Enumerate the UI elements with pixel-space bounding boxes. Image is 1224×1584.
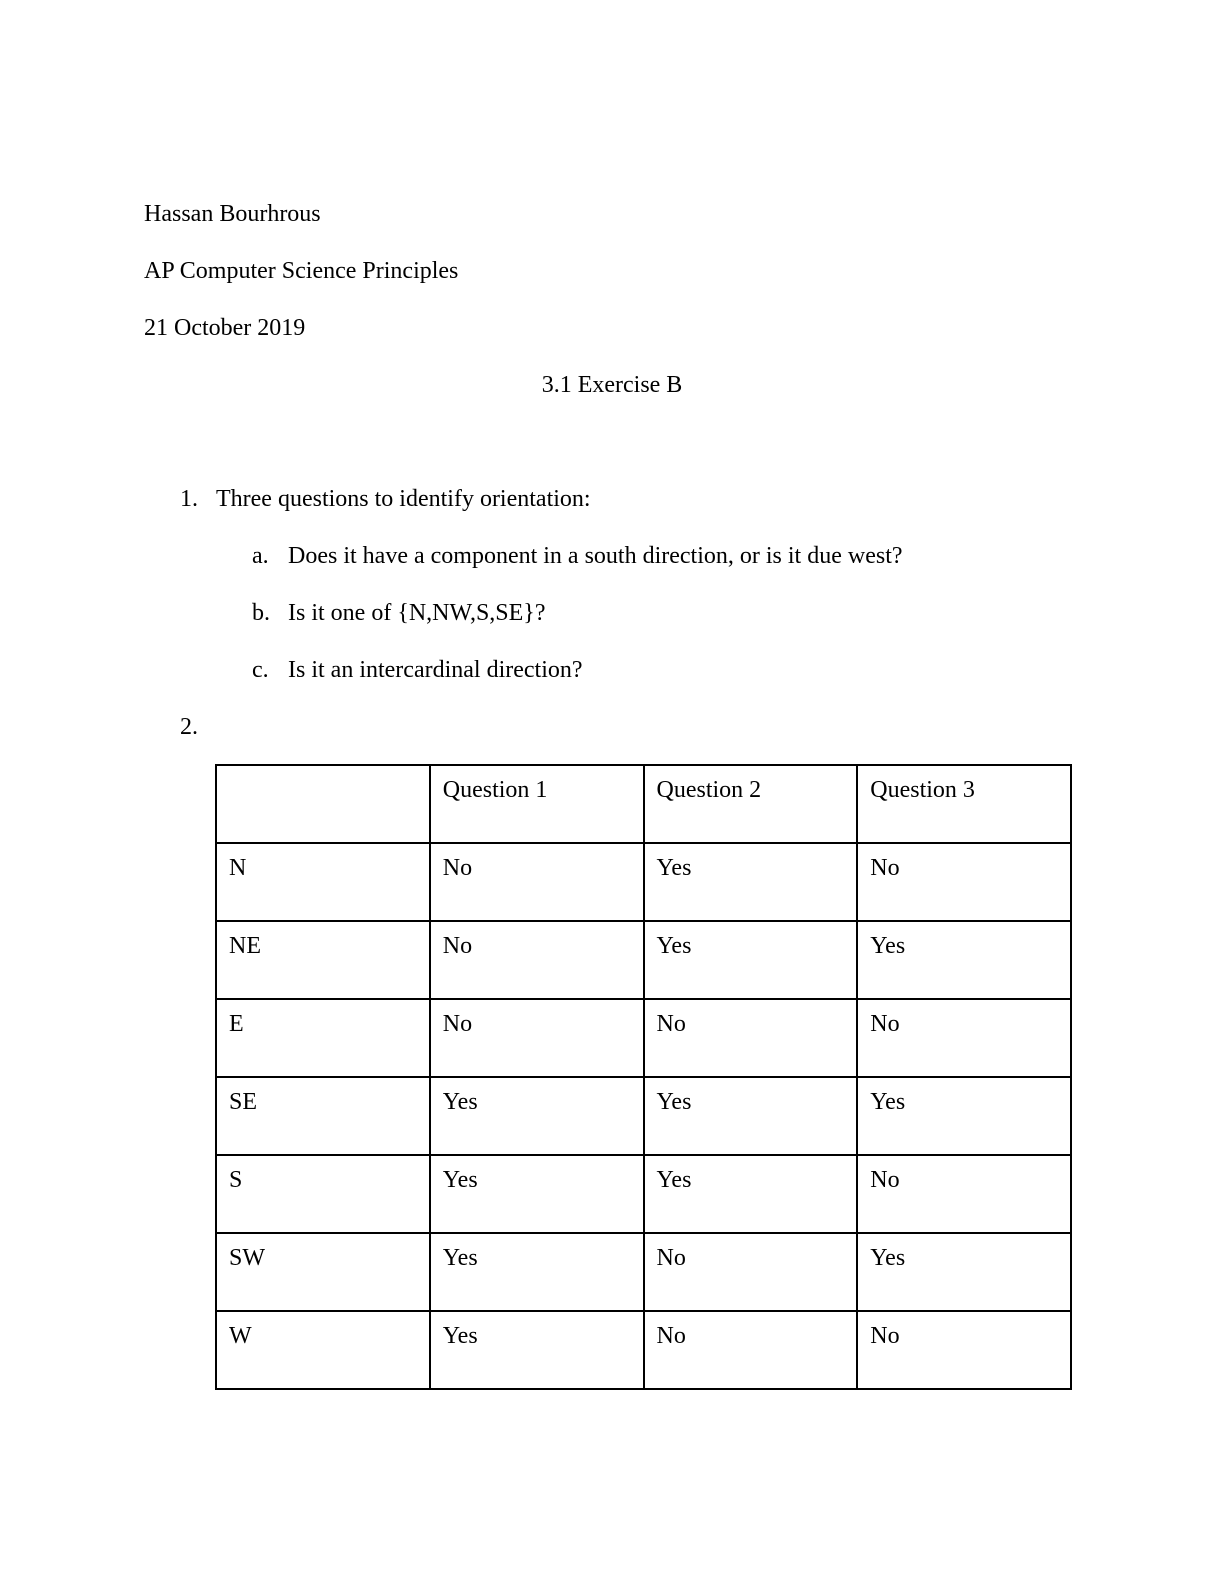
table-cell: No [644, 999, 858, 1077]
table-cell: Yes [430, 1077, 644, 1155]
sub-item-b-letter: b. [252, 600, 270, 626]
sub-item-a [144, 528, 1080, 585]
blank-line [144, 414, 1080, 471]
table-cell: No [857, 1311, 1071, 1389]
sub-item-b-text: Is it one of {N,NW,S,SE}? [288, 600, 546, 626]
table-header-cell-q2: Question 2 [644, 765, 858, 843]
sub-item-c-text: Is it an intercardinal direction? [288, 657, 583, 683]
document-title: 3.1 Exercise B [541, 372, 683, 398]
date-line: 21 October 2019 [144, 315, 306, 341]
table-cell: Yes [644, 1077, 858, 1155]
direction-cell: S [216, 1155, 430, 1233]
table-row [216, 1077, 1071, 1155]
sub-item-b [144, 585, 1080, 642]
table-cell: No [857, 999, 1071, 1077]
table-cell: Yes [430, 1233, 644, 1311]
table-row [216, 1233, 1071, 1311]
table-cell: No [644, 1311, 858, 1389]
direction-cell: NE [216, 921, 430, 999]
table-cell: Yes [644, 843, 858, 921]
table-header-row [216, 765, 1071, 843]
table-cell: No [644, 1233, 858, 1311]
table-cell: Yes [644, 921, 858, 999]
table-header-cell-q3: Question 3 [857, 765, 1071, 843]
table-row [216, 1155, 1071, 1233]
direction-cell: W [216, 1311, 430, 1389]
table-header-cell-q1: Question 1 [430, 765, 644, 843]
table-row [216, 999, 1071, 1077]
direction-cell: SE [216, 1077, 430, 1155]
table-cell: No [430, 843, 644, 921]
sub-item-a-text: Does it have a component in a south direction, or is it due west? [288, 543, 903, 569]
sub-item-c [144, 642, 1080, 699]
table-cell: No [857, 843, 1071, 921]
table-cell: Yes [430, 1155, 644, 1233]
direction-cell: SW [216, 1233, 430, 1311]
table-cell: No [430, 921, 644, 999]
table-row [216, 843, 1071, 921]
table-cell: Yes [430, 1311, 644, 1389]
direction-cell: N [216, 843, 430, 921]
table-cell: No [857, 1155, 1071, 1233]
list-item-2 [144, 699, 1080, 756]
sub-item-a-letter: a. [252, 543, 269, 569]
table-cell: Yes [644, 1155, 858, 1233]
table-cell: Yes [857, 1233, 1071, 1311]
table-cell: Yes [857, 1077, 1071, 1155]
sub-item-c-letter: c. [252, 657, 269, 683]
course-name: AP Computer Science Principles [144, 258, 459, 284]
list-item-1-number: 1. [180, 486, 198, 512]
direction-question-table [215, 764, 1072, 1390]
author-name: Hassan Bourhrous [144, 201, 321, 227]
table-header-cell-blank [216, 765, 430, 843]
table-row [216, 1311, 1071, 1389]
direction-cell: E [216, 999, 430, 1077]
table-cell: Yes [857, 921, 1071, 999]
list-item-1 [144, 471, 1080, 528]
list-item-1-text: Three questions to identify orientation: [216, 486, 591, 512]
list-item-2-number: 2. [180, 714, 198, 740]
table-cell: No [430, 999, 644, 1077]
table-row [216, 921, 1071, 999]
